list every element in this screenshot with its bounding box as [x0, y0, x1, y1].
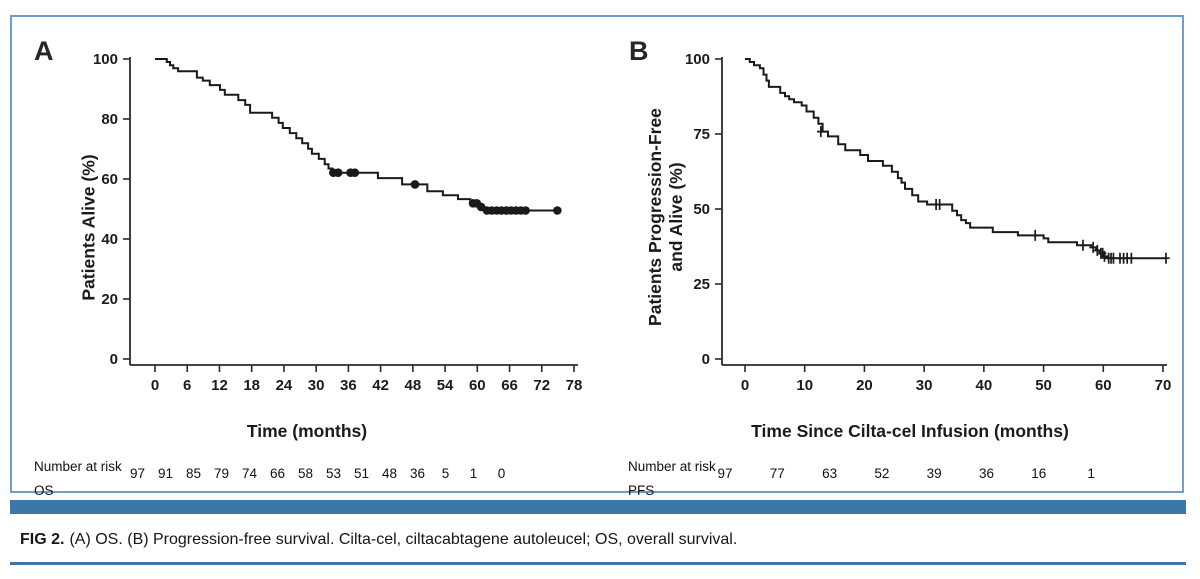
panel-a-y-tick-label: 80	[101, 111, 118, 128]
panel-a-risk-count: 58	[297, 466, 314, 481]
panel-a-risk-count: 66	[269, 466, 286, 481]
panel-a-censor-dot	[351, 168, 360, 177]
panel-b-risk-count: 36	[978, 466, 995, 481]
panel-b-y-tick-label: 100	[684, 51, 710, 68]
panel-a-survival-curve	[155, 59, 557, 211]
panel-b-censor-plus	[1162, 253, 1170, 264]
panel-b-x-tick-label: 0	[740, 377, 750, 394]
panel-a-y-tick-label: 100	[92, 51, 118, 68]
panel-b-x-tick-label: 70	[1154, 377, 1172, 394]
panel-a-y-tick-label: 0	[109, 351, 118, 368]
panel-b-censor-plus	[1128, 253, 1136, 264]
panel-b-x-tick-label: 20	[856, 377, 873, 394]
panel-b-risk-count: 52	[874, 466, 890, 481]
panel-a-chart	[93, 51, 582, 481]
panel-b-risk-count: 39	[926, 466, 942, 481]
panel-a-y-tick-label: 20	[101, 291, 118, 308]
panel-a-risk-row-label: OS	[34, 483, 54, 498]
figure-caption	[20, 531, 1180, 549]
caption-divider-line	[10, 562, 1186, 565]
panel-b-x-tick-label: 10	[796, 377, 814, 394]
panel-a-risk-count: 53	[325, 466, 342, 481]
panel-a-risk-count: 1	[469, 466, 478, 481]
panel-a-x-tick-label: 78	[565, 377, 583, 394]
accent-bar	[10, 500, 1186, 514]
panel-a-censor-dot	[521, 206, 530, 215]
panel-a-risk-count: 48	[381, 466, 398, 481]
panel-a-x-axis-title: Time (months)	[246, 421, 368, 441]
panel-a-risk-count: 74	[241, 466, 258, 481]
panel-a-x-tick-label: 12	[211, 377, 228, 394]
panel-a-x-tick-label: 48	[404, 377, 422, 394]
panel-b-risk-row-label: PFS	[628, 483, 655, 498]
panel-a-risk-count: 97	[129, 466, 146, 481]
panel-b-censor-plus	[936, 199, 944, 210]
panel-b-risk-count: 77	[769, 466, 785, 481]
panel-b-y-axis-title-line2: and Alive (%)	[666, 162, 686, 272]
panel-a-risk-count: 85	[185, 466, 202, 481]
panel-a-x-tick-label: 24	[275, 377, 293, 394]
panel-a-risk-count: 5	[441, 466, 450, 481]
panel-b-x-tick-label: 40	[975, 377, 993, 394]
panel-b-y-tick-label: 75	[693, 126, 710, 143]
panel-a-letter: A	[34, 36, 54, 66]
panel-a-x-tick-label: 66	[501, 377, 518, 394]
panel-a-risk-count: 91	[157, 466, 174, 481]
panel-a-x-tick-label: 18	[243, 377, 261, 394]
panel-a-risk-table-title: Number at risk	[34, 459, 122, 474]
panel-b-x-tick-label: 30	[915, 377, 933, 394]
panel-a-x-tick-label: 72	[533, 377, 551, 394]
panel-a-y-tick-label: 40	[101, 231, 118, 248]
panel-b-y-tick-label: 25	[693, 276, 710, 293]
panel-a-censor-dot	[553, 206, 562, 215]
panel-b-risk-count: 1	[1087, 466, 1095, 481]
panel-a-censor-dot	[334, 168, 343, 177]
panel-a-x-tick-label: 36	[340, 377, 357, 394]
panel-a-x-tick-label: 54	[436, 377, 454, 394]
panel-b-x-tick-label: 60	[1094, 377, 1112, 394]
panel-b-x-axis-title: Time Since Cilta-cel Infusion (months)	[751, 421, 1069, 441]
panel-b-risk-count: 97	[717, 466, 733, 481]
panel-b-x-tick-label: 50	[1035, 377, 1052, 394]
panel-b-y-axis-title-line1: Patients Progression-Free	[645, 108, 665, 326]
panel-b-risk-count: 16	[1031, 466, 1047, 481]
panel-b-risk-table-title: Number at risk	[628, 459, 716, 474]
panel-a-x-tick-label: 30	[307, 377, 325, 394]
panel-a-risk-count: 36	[409, 466, 426, 481]
panel-a-risk-count: 79	[213, 466, 230, 481]
panel-a-x-tick-label: 60	[468, 377, 486, 394]
panel-a-x-tick-label: 42	[372, 377, 389, 394]
panel-b-risk-count: 63	[822, 466, 838, 481]
panel-a-censor-dot	[411, 180, 420, 189]
panel-a-x-tick-label: 0	[150, 377, 160, 394]
panel-b-survival-curve	[745, 59, 1166, 258]
panel-a-risk-count: 0	[497, 466, 506, 481]
panel-b-censor-plus	[1031, 230, 1039, 241]
panel-b-chart	[685, 51, 1171, 481]
figure-caption-text: (A) OS. (B) Progression-free survival. Cilta-cel, ciltacabtagene autoleucel; OS, overall survival.	[69, 531, 738, 548]
panel-a-x-tick-label: 6	[183, 377, 192, 394]
panel-b-censor-plus	[1079, 240, 1087, 251]
panel-b-letter: B	[629, 36, 649, 66]
panel-a-y-tick-label: 60	[101, 171, 118, 188]
figure-caption-label: FIG 2.	[20, 531, 65, 548]
panel-a-y-axis-title: Patients Alive (%)	[78, 154, 99, 301]
panel-b-y-tick-label: 0	[701, 351, 710, 368]
panel-b-y-tick-label: 50	[693, 201, 710, 218]
panel-a-risk-count: 51	[353, 466, 370, 481]
